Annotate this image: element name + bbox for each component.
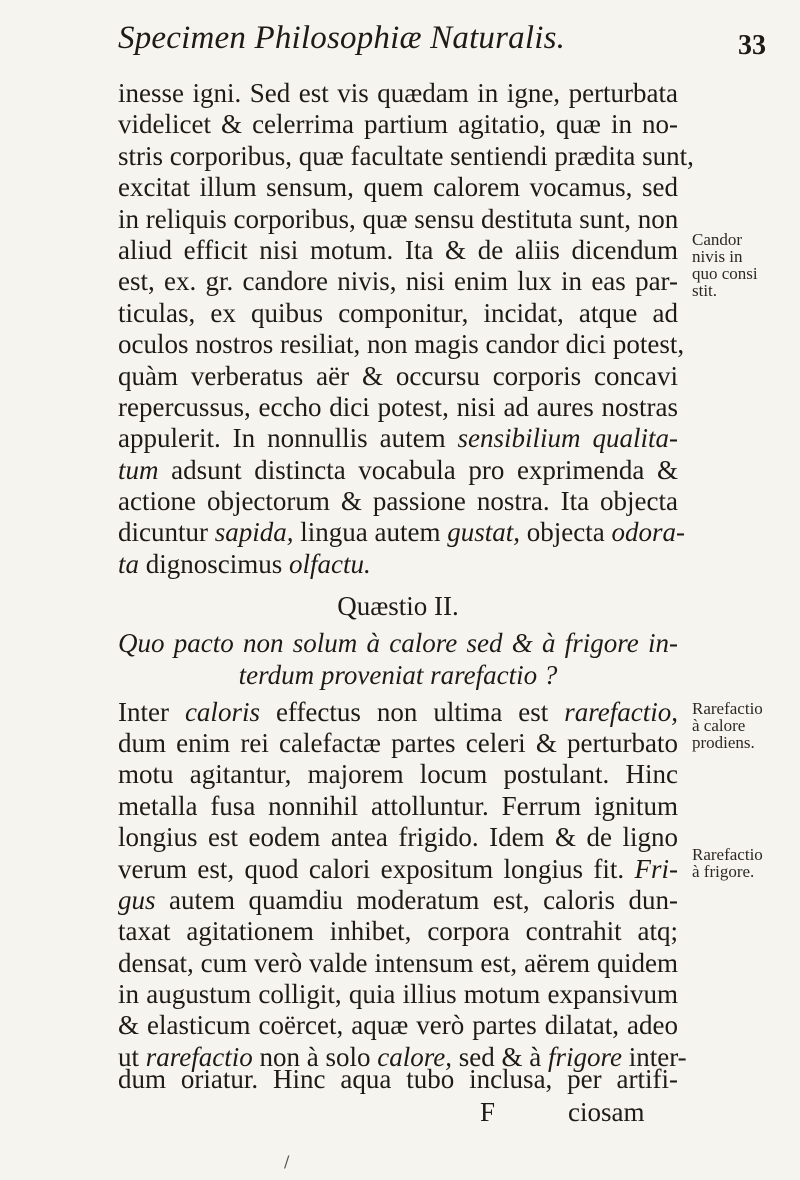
- text-line: metalla fusa nonnihil attolluntur. Ferrum ignitum: [118, 790, 678, 821]
- italic-term: odora-: [611, 517, 685, 548]
- margin-note-line: Rarefactio: [692, 699, 763, 719]
- text-line: est, ex. gr. candore nivis, nisi enim lux in eas par-: [118, 266, 678, 297]
- margin-note-line: nivis in: [692, 247, 743, 267]
- margin-note-line: à calore: [692, 716, 746, 736]
- text-line: [118, 883, 678, 917]
- italic-term: gus: [118, 884, 156, 915]
- italic-term: Fri-: [634, 853, 679, 884]
- signature-mark: F: [480, 1097, 496, 1127]
- text-segment: non à solo: [259, 1041, 371, 1072]
- text-line: densat, cum verò valde intensum est, aërem quidem: [118, 947, 678, 978]
- catchword: ciosam: [568, 1097, 645, 1127]
- text-line: [118, 515, 685, 549]
- page-number: 33: [738, 30, 766, 61]
- margin-note-line: quo consi: [692, 264, 758, 284]
- text-segment: lingua autem: [300, 517, 441, 548]
- text-line: [118, 453, 678, 487]
- italic-term: caloris: [184, 696, 260, 727]
- margin-note-rarefactio-calore: [692, 700, 792, 751]
- text-line: motu agitantur, majorem locum postulant. Hinc: [118, 759, 678, 790]
- text-line: longius est eodem antea frigido. Idem & de ligno: [118, 822, 678, 853]
- text-line: ticulas, ex quibus componitur, incidat, atque ad: [118, 297, 678, 328]
- italic-term: sensibilium qualita-: [457, 423, 679, 454]
- text-segment: adsunt distincta vocabula pro exprimenda &: [171, 454, 678, 485]
- text-segment: ut: [118, 1041, 140, 1072]
- text-line: dum enim rei calefactæ partes celeri & perturbato: [118, 727, 678, 758]
- text-line: excitat illum sensum, quem calorem vocamus, sed: [118, 172, 678, 203]
- text-line: & elasticum coërcet, aquæ verò partes dilatat, adeo: [118, 1010, 678, 1041]
- margin-note-line: Rarefactio: [692, 844, 763, 864]
- text-line: stris corporibus, quæ facultate sentiendi prædita sunt,: [118, 140, 694, 171]
- text-line: videlicet & celerrima partium agitatio, quæ in no-: [118, 109, 678, 140]
- text-line: taxat agitationem inhibet, corpora contrahit atq;: [118, 916, 678, 947]
- text-segment: inter-: [628, 1041, 687, 1072]
- italic-term: olfactu.: [289, 548, 371, 579]
- margin-note-rarefactio-frigore: [692, 846, 792, 880]
- question-title-line: terdum proveniat rarefactio ?: [238, 659, 558, 690]
- text-segment: appulerit. In nonnullis autem: [118, 423, 446, 454]
- text-line: actione objectorum & passione nostra. Ita objecta: [118, 486, 678, 517]
- text-line: oculos nostros resiliat, non magis candor dici potest,: [118, 329, 685, 360]
- margin-note-line: Candor: [692, 230, 743, 250]
- italic-term: tum: [118, 454, 159, 485]
- margin-note-line: stit.: [692, 281, 718, 301]
- text-line: in reliquis corporibus, quæ sensu destituta sunt, non: [118, 203, 679, 234]
- stray-mark: /: [284, 1152, 290, 1171]
- question-title-line: Quo pacto non solum à calore sed & à frigore in-: [118, 628, 678, 659]
- italic-term: calore,: [377, 1041, 452, 1072]
- text-segment: effectus non ultima est: [275, 696, 549, 727]
- text-segment: dignoscimus: [145, 548, 283, 579]
- italic-term: ta: [118, 548, 140, 579]
- text-segment: Inter: [118, 696, 169, 727]
- text-segment: verum est, quod calori expositum longius fit.: [118, 853, 625, 884]
- margin-note-line: prodiens.: [692, 733, 755, 753]
- italic-term: gustat,: [447, 517, 520, 548]
- text-line: in augustum colligit, quia illius motum expansivum: [118, 979, 678, 1010]
- text-line: inesse igni. Sed est vis quædam in igne, perturbata: [118, 78, 678, 108]
- running-head: Specimen Philosophiæ Naturalis.: [118, 20, 566, 56]
- italic-term: frigore: [547, 1041, 622, 1072]
- italic-term: sapida,: [214, 517, 294, 548]
- text-segment: sed & à: [458, 1041, 542, 1072]
- text-segment: autem quamdiu moderatum est, caloris dun-: [169, 884, 679, 915]
- italic-term: rarefactio: [145, 1041, 253, 1072]
- text-line: aliud efficit nisi motum. Ita & de aliis dicendum: [118, 234, 678, 265]
- text-line: [118, 695, 678, 729]
- question-heading: Quæstio II.: [337, 591, 459, 622]
- text-segment: dicuntur: [118, 517, 208, 548]
- margin-note-line: à frigore.: [692, 861, 755, 881]
- text-line: [118, 421, 678, 455]
- italic-term: rarefactio,: [564, 696, 679, 727]
- text-line: [118, 852, 678, 886]
- text-line: quàm verberatus aër & occursu corporis concavi: [118, 360, 678, 391]
- text-line: repercussus, eccho dici potest, nisi ad aures nostras: [118, 391, 678, 422]
- margin-note-candor: [692, 231, 792, 299]
- text-line: dum oriatur. Hinc aqua tubo inclusa, per artifi-: [118, 1064, 678, 1094]
- text-segment: objecta: [526, 517, 605, 548]
- text-line: [118, 547, 678, 581]
